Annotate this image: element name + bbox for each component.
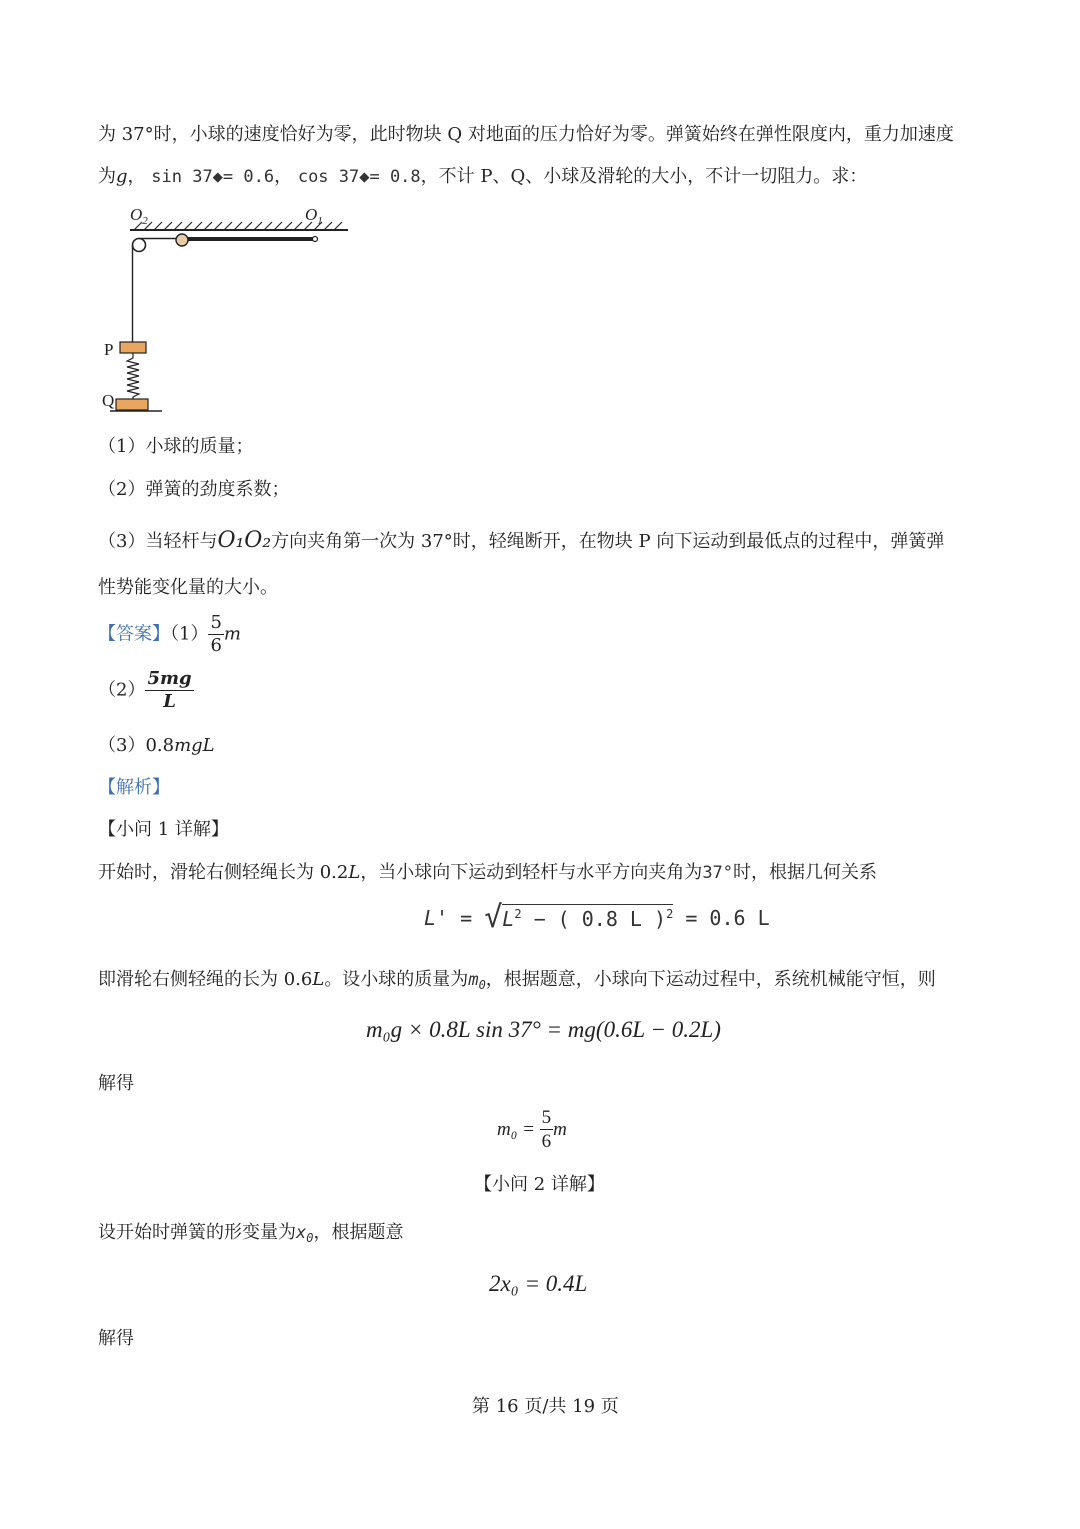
- a2-prefix: （2）: [98, 679, 146, 701]
- question-2: （2）弹簧的劲度系数；: [98, 479, 290, 500]
- label-p: P: [104, 340, 114, 359]
- block-q: [116, 399, 148, 410]
- hinge-o1: [313, 237, 318, 242]
- label-o1: $O_1$: [305, 205, 323, 227]
- label-q: Q: [102, 391, 115, 410]
- spring: [127, 353, 139, 399]
- p2-L: L: [312, 969, 325, 990]
- p3-x0: $x_0$: [296, 1223, 314, 1245]
- small-ball: [176, 234, 188, 246]
- question-3-line-2: 性势能变化量的大小。: [98, 577, 278, 598]
- pulley: [133, 239, 146, 252]
- problem-line-1: 为 37°时，小球的速度恰好为零，此时物块 Q 对地面的压力恰好为零。弹簧始终在弹性限度内，重力加速度: [98, 124, 954, 145]
- p3-b: ，根据题意: [313, 1222, 404, 1243]
- a3-prefix: （3）: [98, 735, 146, 756]
- comma: ，: [274, 166, 293, 187]
- line2-prefix: 为: [98, 166, 116, 187]
- answer-2: [98, 670, 194, 711]
- a1-fraction: $\frac{5}{6}$: [210, 612, 222, 656]
- p2-b: 。设小球的质量为: [324, 969, 469, 990]
- pulley-spring-figure: [96, 200, 356, 418]
- equation-1: [424, 900, 770, 939]
- problem-line-2: [98, 168, 867, 186]
- label-o2: $O_2$: [130, 205, 148, 227]
- sub2-title: 【小问 2 详解】: [474, 1174, 605, 1195]
- p3-a: 设开始时弹簧的形变量为: [98, 1222, 296, 1243]
- sqrt-sign: √: [484, 900, 503, 935]
- p1-L: L: [348, 862, 361, 883]
- question-1: （1）小球的质量；: [98, 436, 254, 457]
- block-p: [120, 342, 146, 353]
- sin-formula: sin 37◆= 0.6: [151, 167, 275, 187]
- p2-a: 即滑轮右侧轻绳的长为 0.6: [98, 969, 313, 990]
- a1-var: m: [223, 623, 241, 645]
- cos-formula: cos 37◆= 0.8: [297, 167, 421, 187]
- answer-3: [98, 737, 215, 755]
- p2-c: ，根据题意，小球向下运动过程中，系统机械能守恒，则: [485, 969, 936, 990]
- var-g: g: [116, 166, 128, 187]
- p1-a: 开始时，滑轮右侧轻绳长为 0.2: [98, 862, 349, 883]
- analysis-tag: 【解析】: [98, 777, 170, 798]
- solve-2: 解得: [98, 1328, 134, 1349]
- equation-3: [497, 1108, 567, 1151]
- line2-suffix: ，不计 P、Q、小球及滑轮的大小，不计一切阻力。求：: [420, 166, 868, 187]
- a3-var: mgL: [174, 735, 215, 756]
- paragraph-3: [98, 1224, 403, 1244]
- solve-1: 解得: [98, 1073, 134, 1094]
- q3-suffix: 方向夹角第一次为 37°时，轻绳断开，在物块 P 向下运动到最低点的过程中，弹簧弹: [271, 531, 945, 552]
- p2-m0: $m_0$: [468, 970, 486, 992]
- p1-b: ，当小球向下运动到轻杆与水平方向夹角为: [360, 862, 703, 883]
- eq1-radicand: $L^2$ − ( 0.8 L )$^2$: [502, 904, 673, 931]
- p1-angle: 37°: [702, 863, 734, 883]
- paragraph-2: [98, 971, 936, 991]
- a2-fraction: $\frac{5mg}{L}$: [147, 668, 192, 712]
- page-number: 第 16 页/共 19 页: [472, 1396, 619, 1417]
- line2-sep: ，: [127, 166, 146, 187]
- equation-2: m₀g × 0.8L sin 37° = mg(0.6L − 0.2L): [366, 1017, 721, 1042]
- eq3-var: m: [553, 1119, 567, 1140]
- q3-symbol: O₁O₂: [217, 528, 272, 553]
- sub1-title: 【小问 1 详解】: [98, 819, 229, 840]
- eq1-rhs: = 0.6 L: [685, 906, 770, 930]
- answer-1: [98, 614, 241, 655]
- question-3: [98, 530, 944, 552]
- paragraph-1: [98, 864, 877, 882]
- eq3-lhs: m₀ =: [497, 1119, 535, 1140]
- eq1-lhs: L' =: [424, 906, 473, 930]
- p1-c: 时，根据几何关系: [733, 862, 878, 883]
- a3-value: 0.8: [145, 735, 175, 756]
- equation-4: 2x₀ = 0.4L: [489, 1271, 588, 1296]
- answer-tag: 【答案】: [98, 623, 170, 645]
- a1-prefix: （1）: [170, 623, 209, 645]
- eq3-fraction: $\frac{5}{6}$: [541, 1107, 552, 1152]
- q3-prefix: （3）当轻杆与: [98, 531, 218, 552]
